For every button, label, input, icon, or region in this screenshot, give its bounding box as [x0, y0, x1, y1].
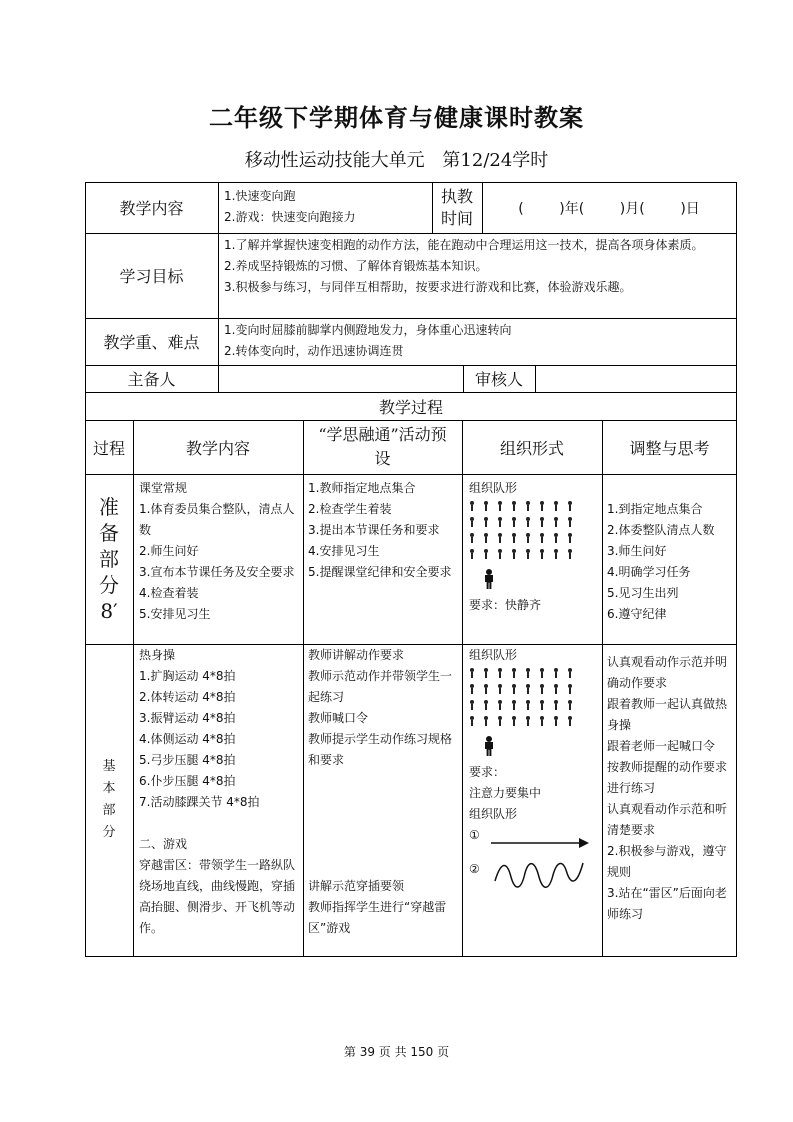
- student-icon: [567, 501, 573, 511]
- basic-activity-item: 教师指挥学生进行“穿越雷区”游戏: [308, 900, 447, 935]
- prep-organization: [469, 478, 599, 616]
- wave-line-icon: [493, 859, 585, 891]
- student-icon: [469, 517, 475, 527]
- prep-activity-item: 4.安排见习生: [308, 544, 380, 558]
- student-icon: [553, 668, 559, 678]
- student-icon: [497, 716, 503, 726]
- col-header-content: 教学内容: [185, 438, 250, 458]
- student-icon: [567, 668, 573, 678]
- content-item: 1.快速变向跑: [224, 189, 296, 203]
- student-icon: [539, 549, 545, 559]
- basic-content-item: 穿越雷区：带领学生一路纵队绕场地直线，曲线慢跑，穿插高抬腿、侧滑步、开飞机等动作。: [139, 858, 296, 935]
- basic-content-item: 1.扩胸运动 4*8拍: [139, 669, 236, 683]
- student-icon: [469, 700, 475, 710]
- content-item: 2.游戏：快速变向跑接力: [224, 210, 356, 224]
- curved-route: [469, 859, 599, 895]
- student-icon: [497, 700, 503, 710]
- student-icon: [567, 549, 573, 559]
- unit-name: 移动性运动技能大单元: [244, 150, 425, 171]
- student-icon: [497, 533, 503, 543]
- student-icon: [483, 517, 489, 527]
- student-icon: [511, 700, 517, 710]
- student-icon: [483, 684, 489, 694]
- student-icon: [525, 549, 531, 559]
- prep-content-item: 4.检查着装: [139, 586, 199, 600]
- basic-org-title-2: 组织队形: [469, 807, 518, 821]
- student-icon: [525, 533, 531, 543]
- student-icon: [539, 716, 545, 726]
- student-icon: [553, 700, 559, 710]
- basic-org-requirement: 要求：: [469, 765, 506, 779]
- basic-activity: [308, 645, 458, 939]
- preparer-label: 主备人: [127, 370, 176, 389]
- prep-note-item: 5.见习生出列: [607, 586, 679, 600]
- goal-list: [224, 235, 732, 298]
- student-icon: [553, 684, 559, 694]
- basic-content-item: 7.活动膝踝关节 4*8拍: [139, 795, 260, 809]
- straight-arrow-icon: [491, 835, 591, 851]
- basic-notes: [607, 652, 733, 925]
- prep-content-item: 1.体育委员集合整队，清点人数: [139, 502, 295, 537]
- student-icon: [483, 700, 489, 710]
- lesson-number: 第12/24学时: [442, 150, 549, 171]
- prep-stage-label: 准备部分8′: [99, 495, 119, 623]
- student-icon: [511, 668, 517, 678]
- prep-activity-item: 3.提出本节课任务和要求: [308, 523, 440, 537]
- student-icon: [553, 549, 559, 559]
- prep-note-item: 6.遵守纪律: [607, 607, 667, 621]
- student-icon: [469, 501, 475, 511]
- route-marker-1: ①: [469, 828, 480, 842]
- student-icon: [567, 684, 573, 694]
- student-icon: [469, 716, 475, 726]
- key-label: 教学重、难点: [103, 333, 200, 352]
- basic-content-item: 热身操: [139, 648, 176, 662]
- student-icon: [483, 549, 489, 559]
- student-icon: [511, 501, 517, 511]
- student-icon: [567, 700, 573, 710]
- prep-org-requirement: 要求：快静齐: [469, 598, 542, 612]
- basic-note-item: 2.积极参与游戏，遵守规则: [607, 844, 727, 879]
- student-icon: [539, 668, 545, 678]
- key-list: [224, 320, 732, 362]
- reviewer-label: 审核人: [474, 370, 523, 389]
- student-icon: [539, 501, 545, 511]
- route-marker-2: ②: [469, 862, 480, 876]
- student-icon: [511, 549, 517, 559]
- prep-note-item: 1.到指定地点集合: [607, 502, 703, 516]
- student-icon: [483, 716, 489, 726]
- basic-note-item: 按教师提醒的动作要求进行练习: [607, 760, 728, 795]
- basic-stage-label: 基本部分: [102, 759, 116, 840]
- basic-note-item: 跟着教师一起认真做热身操: [607, 697, 728, 732]
- student-icon: [469, 668, 475, 678]
- lesson-plan-table: [85, 182, 737, 957]
- student-icon: [511, 716, 517, 726]
- prep-content-item: 5.安排见习生: [139, 607, 211, 621]
- prep-content-item: 课堂常规: [139, 481, 188, 495]
- prep-note-item: 2.体委整队清点人数: [607, 523, 715, 537]
- student-icon: [553, 716, 559, 726]
- student-icon: [553, 533, 559, 543]
- student-icon: [469, 549, 475, 559]
- basic-content-item: 5.弓步压腿 4*8拍: [139, 753, 236, 767]
- process-title: 教学过程: [378, 397, 443, 417]
- content-label: 教学内容: [119, 199, 184, 218]
- student-formation: [469, 668, 599, 756]
- student-icon: [567, 517, 573, 527]
- prep-content-item: 3.宣布本节课任务及安全要求: [139, 565, 295, 579]
- student-icon: [511, 517, 517, 527]
- prep-activity-item: 1.教师指定地点集合: [308, 481, 416, 495]
- basic-activity-item: 讲解示范穿插要领: [308, 879, 405, 893]
- time-label: 执教时间: [440, 186, 473, 228]
- student-icon: [539, 533, 545, 543]
- prep-note-item: 4.明确学习任务: [607, 565, 691, 579]
- student-icon: [469, 684, 475, 694]
- basic-content-item: 2.体转运动 4*8拍: [139, 690, 236, 704]
- student-icon: [567, 533, 573, 543]
- student-icon: [497, 549, 503, 559]
- student-icon: [511, 533, 517, 543]
- basic-activity-item: 教师喊口令: [308, 711, 369, 725]
- key-item: 2.转体变向时，动作迅速协调连贯: [224, 344, 404, 358]
- basic-activity-item: 教师讲解动作要求: [308, 648, 405, 662]
- basic-org-requirement-detail: 注意力要集中: [469, 786, 542, 800]
- basic-org-title: 组织队形: [469, 648, 518, 662]
- basic-note-item: 3.站在“雷区”后面向老师练习: [607, 886, 727, 921]
- prep-content-item: 2.师生问好: [139, 544, 199, 558]
- student-icon: [525, 668, 531, 678]
- student-icon: [497, 668, 503, 678]
- basic-content-item: 3.振臂运动 4*8拍: [139, 711, 236, 725]
- prep-content: [139, 478, 299, 625]
- prep-note-item: 3.师生问好: [607, 544, 667, 558]
- student-icon: [553, 517, 559, 527]
- page-number: 第 39 页 共 150 页: [343, 1045, 450, 1059]
- basic-activity-item: 教师示范动作并带领学生一起练习: [308, 669, 453, 704]
- lesson-date: ( )年( )月( )日: [518, 200, 700, 217]
- col-header-stage: 过程: [92, 438, 125, 458]
- prep-activity-item: 2.检查学生着装: [308, 502, 392, 516]
- prep-activity: [308, 478, 458, 583]
- basic-content-item: 4.体侧运动 4*8拍: [139, 732, 236, 746]
- straight-route: [469, 825, 599, 859]
- student-icon: [539, 700, 545, 710]
- basic-note-item: 跟着老师一起喊口令: [607, 739, 716, 753]
- student-icon: [469, 533, 475, 543]
- student-icon: [525, 501, 531, 511]
- student-icon: [497, 501, 503, 511]
- student-icon: [497, 517, 503, 527]
- student-icon: [483, 501, 489, 511]
- basic-content: [139, 645, 299, 939]
- student-icon: [483, 533, 489, 543]
- student-icon: [553, 501, 559, 511]
- goal-label: 学习目标: [119, 267, 184, 286]
- student-icon: [497, 684, 503, 694]
- col-header-organization: 组织形式: [499, 438, 564, 458]
- student-icon: [525, 517, 531, 527]
- page-subtitle: [0, 146, 793, 172]
- student-icon: [567, 716, 573, 726]
- student-formation: [469, 501, 599, 589]
- prep-org-title: 组织队形: [469, 481, 518, 495]
- col-header-reflection: 调整与思考: [629, 438, 710, 458]
- page-title: 二年级下学期体育与健康课时教案: [209, 104, 584, 132]
- basic-note-item: 认真观看动作示范和听清楚要求: [607, 802, 728, 837]
- teacher-icon: [483, 736, 495, 756]
- basic-activity-item: 教师提示学生动作练习规格和要求: [308, 732, 453, 767]
- student-icon: [539, 517, 545, 527]
- student-icon: [483, 668, 489, 678]
- teacher-icon: [483, 569, 495, 589]
- prep-activity-item: 5.提醒课堂纪律和安全要求: [308, 565, 452, 579]
- basic-organization: [469, 645, 599, 895]
- student-icon: [525, 684, 531, 694]
- student-icon: [525, 700, 531, 710]
- key-item: 1.变向时屈膝前脚掌内侧蹬地发力，身体重心迅速转向: [224, 323, 512, 337]
- goal-item: 2.养成坚持锻炼的习惯、了解体育锻炼基本知识。: [224, 259, 488, 273]
- student-icon: [525, 716, 531, 726]
- student-icon: [511, 684, 517, 694]
- basic-note-item: 认真观看动作示范并明确动作要求: [607, 655, 728, 690]
- col-header-activity: “学思融通”活动预设: [318, 425, 447, 468]
- content-items: [224, 186, 429, 228]
- goal-item: 3.积极参与练习，与同伴互相帮助，按要求进行游戏和比赛，体验游戏乐趣。: [224, 280, 632, 294]
- prep-notes: [607, 499, 733, 625]
- goal-item: 1.了解并掌握快速变相跑的动作方法，能在跑动中合理运用这一技术，提高各项身体素质。: [224, 238, 704, 252]
- student-icon: [539, 684, 545, 694]
- basic-content-item: 二、游戏: [139, 837, 188, 851]
- basic-content-item: 6.仆步压腿 4*8拍: [139, 774, 236, 788]
